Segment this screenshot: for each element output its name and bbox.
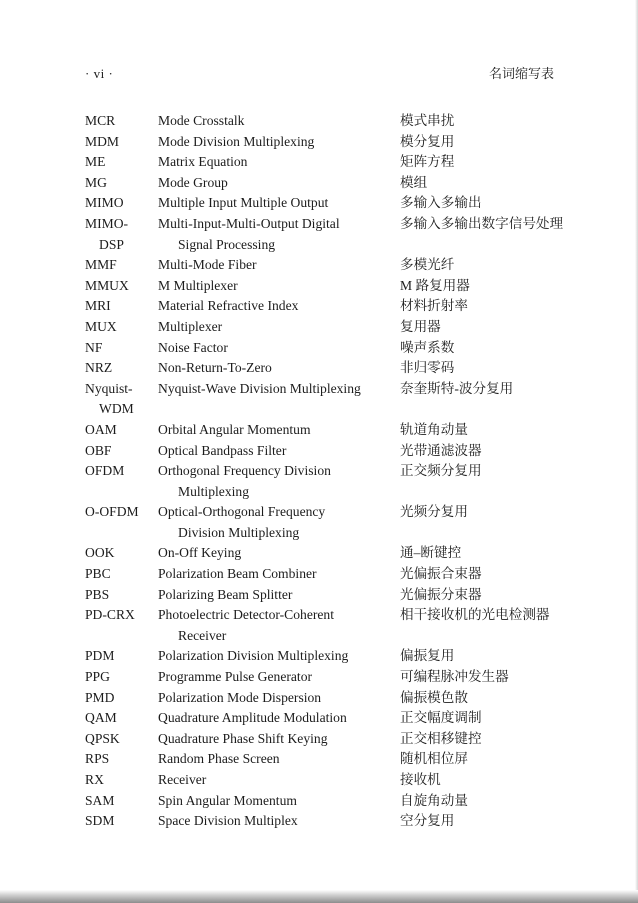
- abbreviation-cell: [85, 214, 158, 255]
- abbreviation-cell-line: MUX: [85, 318, 117, 334]
- chinese-term-cell: [400, 729, 602, 750]
- english-term-cell-line: Optical-Orthogonal Frequency: [158, 504, 326, 520]
- english-term-cell: [158, 564, 400, 585]
- english-term-cell: [158, 317, 400, 338]
- chinese-term-cell-line: 光偏振分束器: [400, 586, 482, 602]
- abbreviation-cell-line: SDM: [85, 813, 115, 829]
- chinese-term-cell: [400, 317, 602, 338]
- chinese-term-cell-line: 光频分复用: [400, 504, 468, 520]
- table-row: [85, 255, 602, 276]
- chinese-term-cell-line: 材料折射率: [400, 298, 468, 314]
- english-term-cell: [158, 667, 400, 688]
- table-row: [85, 564, 602, 585]
- english-term-cell: [158, 749, 400, 770]
- chinese-term-cell-line: 矩阵方程: [400, 154, 455, 170]
- english-term-cell: [158, 791, 400, 812]
- english-term-cell: [158, 461, 400, 502]
- english-term-cell: [158, 646, 400, 667]
- abbreviation-cell-line: QPSK: [85, 730, 120, 746]
- abbreviation-cell-line: OFDM: [85, 463, 125, 479]
- chinese-term-cell-line: 通–断键控: [400, 545, 462, 561]
- abbreviation-cell-line: Nyquist-: [85, 380, 133, 396]
- english-term-cell: [158, 441, 400, 462]
- english-term-cell: [158, 708, 400, 729]
- chinese-term-cell-line: 接收机: [400, 772, 441, 787]
- english-term-cell: [158, 811, 400, 832]
- english-term-cell: [158, 338, 400, 359]
- abbreviation-cell-line: DSP: [99, 236, 124, 252]
- english-term-cell: [158, 770, 400, 791]
- table-row: [85, 358, 602, 379]
- english-term-cell: [158, 214, 400, 255]
- chinese-term-cell: [400, 420, 602, 441]
- chinese-term-cell-line: 多模光纤: [400, 257, 455, 273]
- table-row: [85, 379, 602, 420]
- chinese-term-cell: [400, 791, 602, 812]
- abbreviation-cell-line: MIMO-: [85, 215, 129, 231]
- abbreviation-cell-line: PBC: [85, 566, 111, 582]
- chinese-term-cell-line: 模分复用: [400, 133, 455, 149]
- abbreviation-cell: [85, 276, 158, 297]
- chinese-term-cell: [400, 605, 602, 626]
- english-term-cell-line: Multiplexer: [158, 318, 223, 334]
- table-row: [85, 708, 602, 729]
- chinese-term-cell-line: 空分复用: [400, 813, 455, 829]
- abbreviation-cell: [85, 317, 158, 338]
- table-row: [85, 749, 602, 770]
- abbreviation-cell-line: OBF: [85, 442, 112, 458]
- chinese-term-cell: [400, 173, 602, 194]
- table-row: [85, 111, 602, 132]
- abbreviation-cell: [85, 543, 158, 564]
- chinese-term-cell-line: 偏振复用: [400, 648, 455, 664]
- english-term-cell: [158, 358, 400, 379]
- abbreviation-cell: [85, 791, 158, 812]
- abbreviation-cell: [85, 296, 158, 317]
- chinese-term-cell: [400, 708, 602, 729]
- english-term-cell: [158, 255, 400, 276]
- table-row: [85, 811, 602, 832]
- english-term-cell: [158, 729, 400, 750]
- english-term-cell-line: Orthogonal Frequency Division: [158, 463, 331, 479]
- english-term-cell-line: Random Phase Screen: [158, 751, 280, 767]
- english-term-cell-line: Multi-Mode Fiber: [158, 257, 257, 273]
- abbreviation-cell: [85, 708, 158, 729]
- english-term-cell-line: Division Multiplexing: [178, 524, 300, 540]
- chinese-term-cell: [400, 111, 602, 132]
- table-row: [85, 667, 602, 688]
- table-row: [85, 585, 602, 606]
- english-term-cell-line: Polarization Division Multiplexing: [158, 648, 349, 664]
- abbreviation-cell: [85, 420, 158, 441]
- english-term-cell-line: Mode Crosstalk: [158, 113, 245, 128]
- english-term-cell: [158, 502, 400, 543]
- english-term-cell-line: Space Division Multiplex: [158, 813, 298, 829]
- chinese-term-cell-line: 正交幅度调制: [400, 710, 482, 726]
- english-term-cell: [158, 111, 400, 132]
- chinese-term-cell: [400, 502, 602, 523]
- abbreviation-cell: [85, 255, 158, 276]
- chinese-term-cell-line: 正交频分复用: [400, 463, 482, 479]
- english-term-cell-line: M Multiplexer: [158, 277, 238, 293]
- chinese-term-cell-line: 噪声系数: [400, 339, 455, 355]
- abbreviation-cell-line: RPS: [85, 751, 110, 767]
- abbreviation-cell-line: QAM: [85, 710, 117, 726]
- english-term-cell-line: Multiplexing: [178, 483, 249, 499]
- english-term-cell-line: Noise Factor: [158, 339, 228, 355]
- table-row: [85, 461, 602, 502]
- header-title: 名词缩写表: [488, 66, 554, 81]
- abbreviation-cell-line: PPG: [85, 669, 110, 685]
- abbreviation-cell-line: NRZ: [85, 360, 113, 376]
- abbreviation-cell: [85, 461, 158, 482]
- english-term-cell-line: Photoelectric Detector-Coherent: [158, 607, 334, 623]
- chinese-term-cell-line: 相干接收机的光电检测器: [400, 607, 550, 623]
- chinese-term-cell: [400, 255, 602, 276]
- chinese-term-cell-line: 光偏振合束器: [400, 566, 482, 582]
- english-term-cell-line: Polarizing Beam Splitter: [158, 586, 293, 602]
- english-term-cell: [158, 132, 400, 153]
- chinese-term-cell-line: M 路复用器: [400, 277, 470, 293]
- abbreviation-cell: [85, 502, 158, 523]
- chinese-term-cell: [400, 338, 602, 359]
- chinese-term-cell-line: 自旋角动量: [400, 792, 468, 808]
- abbreviation-cell: [85, 688, 158, 709]
- chinese-term-cell: [400, 276, 602, 297]
- abbreviation-cell-line: WDM: [99, 401, 134, 417]
- chinese-term-cell: [400, 749, 602, 770]
- chinese-term-cell: [400, 646, 602, 667]
- chinese-term-cell-line: 轨道角动量: [400, 421, 468, 437]
- table-row: [85, 152, 602, 173]
- abbreviation-cell: [85, 749, 158, 770]
- abbreviation-cell: [85, 564, 158, 585]
- chinese-term-cell: [400, 585, 602, 606]
- english-term-cell: [158, 420, 400, 441]
- english-term-cell-line: Orbital Angular Momentum: [158, 421, 311, 437]
- abbreviation-cell-line: PD-CRX: [85, 607, 135, 623]
- english-term-cell: [158, 379, 400, 400]
- english-term-cell-line: Multi-Input-Multi-Output Digital: [158, 215, 340, 231]
- abbreviation-cell-line: OAM: [85, 421, 117, 437]
- table-row: [85, 317, 602, 338]
- english-term-cell-line: Polarization Beam Combiner: [158, 566, 317, 582]
- chinese-term-cell: [400, 214, 602, 235]
- english-term-cell-line: Material Refractive Index: [158, 298, 299, 314]
- english-term-cell: [158, 276, 400, 297]
- english-term-cell: [158, 193, 400, 214]
- table-row: [85, 193, 602, 214]
- abbreviation-cell-line: MCR: [85, 113, 116, 128]
- chinese-term-cell: [400, 152, 602, 173]
- abbreviation-cell: [85, 811, 158, 832]
- chinese-term-cell-line: 多输入多输出数字信号处理: [400, 215, 564, 231]
- table-row: [85, 729, 602, 750]
- abbreviation-cell-line: MRI: [85, 298, 111, 314]
- abbreviation-cell: [85, 441, 158, 462]
- english-term-cell-line: Mode Division Multiplexing: [158, 133, 315, 149]
- chinese-term-cell: [400, 193, 602, 214]
- english-term-cell-line: On-Off Keying: [158, 545, 242, 561]
- english-term-cell-line: Quadrature Phase Shift Keying: [158, 730, 328, 746]
- table-row: [85, 173, 602, 194]
- scan-edge-bottom: [0, 890, 638, 903]
- abbreviation-cell-line: PDM: [85, 648, 115, 664]
- abbreviation-cell: [85, 358, 158, 379]
- english-term-cell-line: Signal Processing: [178, 236, 276, 252]
- chinese-term-cell: [400, 132, 602, 153]
- table-row: [85, 605, 602, 646]
- chinese-term-cell: [400, 811, 602, 832]
- chinese-term-cell-line: 非归零码: [400, 360, 455, 376]
- english-term-cell-line: Nyquist-Wave Division Multiplexing: [158, 380, 361, 396]
- table-row: [85, 276, 602, 297]
- english-term-cell-line: Polarization Mode Dispersion: [158, 689, 322, 705]
- chinese-term-cell-line: 模组: [400, 174, 428, 190]
- english-term-cell-line: Programme Pulse Generator: [158, 669, 313, 685]
- abbreviation-cell-line: SAM: [85, 792, 115, 808]
- table-row: [85, 688, 602, 709]
- chinese-term-cell-line: 多输入多输出: [400, 195, 482, 211]
- abbreviation-cell: [85, 667, 158, 688]
- abbreviation-cell-line: OOK: [85, 545, 115, 561]
- abbreviation-cell: [85, 173, 158, 194]
- abbreviation-cell: [85, 379, 158, 420]
- abbreviation-cell-line: MIMO: [85, 195, 124, 211]
- chinese-term-cell: [400, 667, 602, 688]
- abbreviation-cell: [85, 585, 158, 606]
- chinese-term-cell-line: 可编程脉冲发生器: [400, 669, 509, 685]
- abbreviation-cell-line: PBS: [85, 586, 110, 602]
- glossary-table: [85, 111, 602, 832]
- abbreviation-cell: [85, 338, 158, 359]
- english-term-cell: [158, 152, 400, 173]
- english-term-cell-line: Matrix Equation: [158, 154, 248, 170]
- table-row: [85, 770, 602, 791]
- table-row: [85, 338, 602, 359]
- abbreviation-cell-line: MDM: [85, 133, 119, 149]
- abbreviation-cell: [85, 111, 158, 132]
- abbreviation-cell: [85, 132, 158, 153]
- table-row: [85, 502, 602, 543]
- abbreviation-cell-line: ME: [85, 154, 106, 170]
- english-term-cell: [158, 585, 400, 606]
- abbreviation-cell: [85, 152, 158, 173]
- english-term-cell: [158, 605, 400, 646]
- english-term-cell-line: Optical Bandpass Filter: [158, 442, 287, 458]
- chinese-term-cell-line: 模式串扰: [400, 113, 455, 128]
- table-row: [85, 132, 602, 153]
- abbreviation-cell-line: NF: [85, 339, 103, 355]
- chinese-term-cell: [400, 564, 602, 585]
- page-number: · vi ·: [85, 66, 114, 81]
- page-header: [85, 66, 554, 82]
- chinese-term-cell: [400, 358, 602, 379]
- english-term-cell: [158, 173, 400, 194]
- table-row: [85, 646, 602, 667]
- chinese-term-cell-line: 偏振模色散: [400, 689, 468, 705]
- abbreviation-cell: [85, 605, 158, 626]
- english-term-cell-line: Receiver: [178, 627, 227, 643]
- abbreviation-cell-line: MMF: [85, 257, 117, 273]
- chinese-term-cell-line: 光带通滤波器: [400, 442, 482, 458]
- abbreviation-cell-line: MG: [85, 174, 107, 190]
- english-term-cell-line: Quadrature Amplitude Modulation: [158, 710, 347, 726]
- abbreviation-cell-line: RX: [85, 772, 104, 787]
- chinese-term-cell: [400, 770, 602, 791]
- abbreviation-cell: [85, 193, 158, 214]
- chinese-term-cell-line: 复用器: [400, 318, 441, 334]
- chinese-term-cell: [400, 543, 602, 564]
- chinese-term-cell: [400, 296, 602, 317]
- chinese-term-cell: [400, 688, 602, 709]
- table-row: [85, 441, 602, 462]
- table-row: [85, 214, 602, 255]
- english-term-cell-line: Receiver: [158, 772, 207, 787]
- abbreviation-cell: [85, 729, 158, 750]
- english-term-cell-line: Multiple Input Multiple Output: [158, 195, 329, 211]
- english-term-cell-line: Spin Angular Momentum: [158, 792, 297, 808]
- english-term-cell-line: Non-Return-To-Zero: [158, 360, 272, 376]
- chinese-term-cell: [400, 379, 602, 400]
- table-row: [85, 543, 602, 564]
- abbreviation-cell-line: PMD: [85, 689, 115, 705]
- chinese-term-cell: [400, 461, 602, 482]
- english-term-cell-line: Mode Group: [158, 174, 228, 190]
- chinese-term-cell-line: 奈奎斯特-波分复用: [400, 380, 514, 396]
- abbreviation-cell-line: MMUX: [85, 277, 129, 293]
- english-term-cell: [158, 543, 400, 564]
- table-row: [85, 791, 602, 812]
- table-row: [85, 420, 602, 441]
- english-term-cell: [158, 688, 400, 709]
- chinese-term-cell: [400, 441, 602, 462]
- table-row: [85, 296, 602, 317]
- abbreviation-cell: [85, 770, 158, 791]
- english-term-cell: [158, 296, 400, 317]
- chinese-term-cell-line: 正交相移键控: [400, 730, 482, 746]
- abbreviation-cell-line: O-OFDM: [85, 504, 139, 520]
- abbreviation-cell: [85, 646, 158, 667]
- chinese-term-cell-line: 随机相位屏: [400, 751, 468, 767]
